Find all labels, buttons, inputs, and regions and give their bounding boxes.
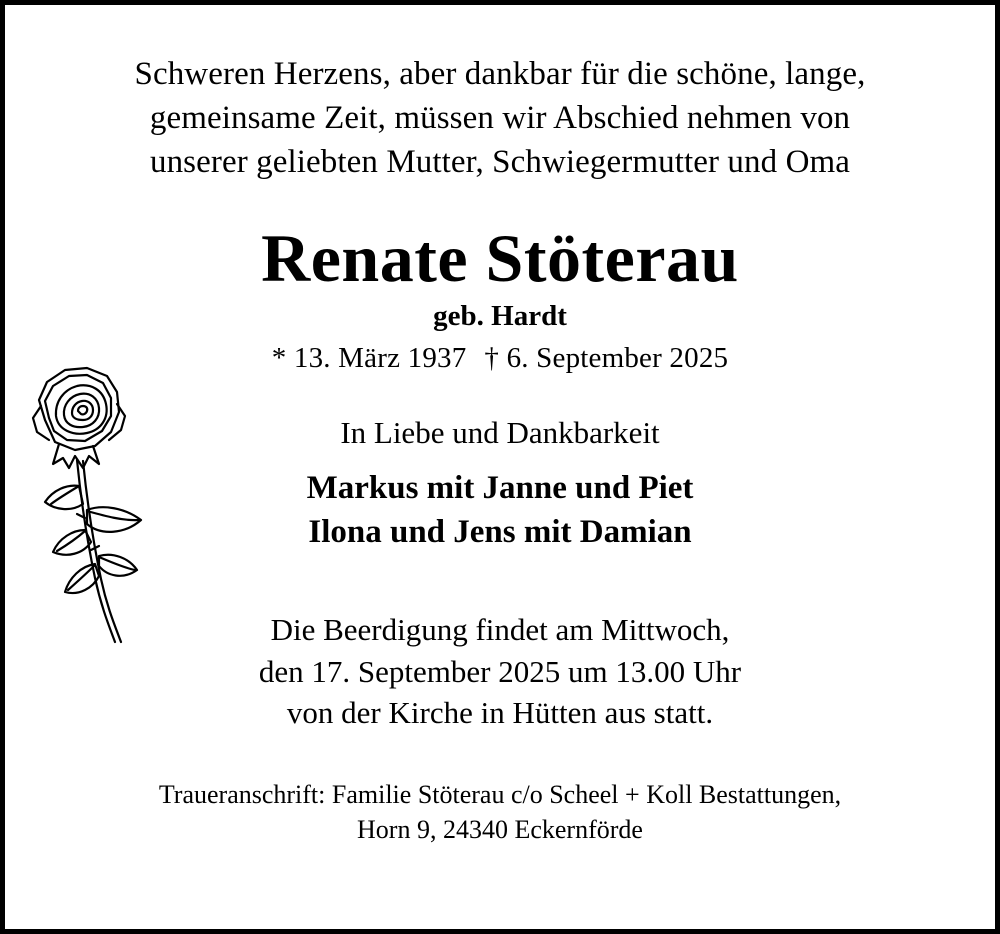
funeral-line-2: den 17. September 2025 um 13.00 Uhr bbox=[258, 653, 742, 689]
funeral-details bbox=[35, 609, 965, 735]
deceased-name: Renate Stöterau bbox=[261, 219, 739, 296]
mourning-address bbox=[35, 778, 965, 847]
address-line-2: Horn 9, 24340 Eckernförde bbox=[357, 814, 643, 844]
death-date: † 6. September 2025 bbox=[484, 342, 729, 375]
maiden-name: geb. Hardt bbox=[433, 300, 567, 333]
funeral-line-3: von der Kirche in Hütten aus statt. bbox=[286, 695, 714, 731]
intro-line-2: gemeinsame Zeit, müssen wir Abschied nehmen von bbox=[149, 99, 851, 136]
birth-date: * 13. März 1937 bbox=[271, 342, 467, 375]
intro-text bbox=[35, 53, 965, 185]
family-line-1: Markus mit Janne und Piet bbox=[306, 470, 694, 507]
address-line-1: Traueranschrift: Familie Stöterau c/o Scheel + Koll Bestattungen, bbox=[158, 780, 842, 810]
intro-line-1: Schweren Herzens, aber dankbar für die schöne, lange, bbox=[134, 56, 866, 92]
funeral-line-1: Die Beerdigung findet am Mittwoch, bbox=[270, 611, 730, 647]
intro-line-3: unserer geliebten Mutter, Schwiegermutter und Oma bbox=[149, 143, 851, 180]
family-line-2: Ilona und Jens mit Damian bbox=[308, 513, 692, 550]
family-names bbox=[35, 467, 965, 555]
notice-content bbox=[5, 5, 995, 929]
dedication-text: In Liebe und Dankbarkeit bbox=[340, 415, 660, 451]
life-dates bbox=[35, 342, 965, 375]
